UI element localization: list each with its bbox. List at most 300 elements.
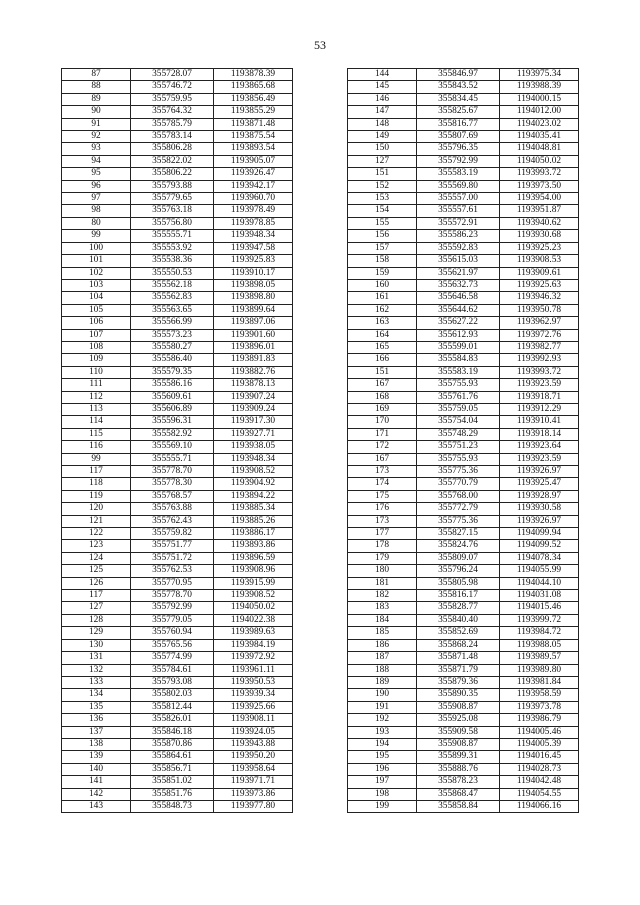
y-coordinate-cell: 1193943.88 bbox=[214, 738, 293, 750]
x-coordinate-cell: 355868.47 bbox=[417, 788, 500, 800]
y-coordinate-cell: 1193958.64 bbox=[214, 763, 293, 775]
point-number-cell: 178 bbox=[348, 540, 417, 552]
table-row bbox=[62, 478, 293, 490]
point-number-cell: 146 bbox=[348, 93, 417, 105]
right-coordinates-table bbox=[347, 68, 579, 813]
x-coordinate-cell: 355775.36 bbox=[417, 466, 500, 478]
table-row bbox=[348, 168, 579, 180]
x-coordinate-cell: 355806.22 bbox=[131, 168, 214, 180]
point-number-cell: 188 bbox=[348, 664, 417, 676]
table-row bbox=[62, 602, 293, 614]
y-coordinate-cell: 1193954.00 bbox=[500, 193, 579, 205]
y-coordinate-cell: 1193908.52 bbox=[214, 590, 293, 602]
y-coordinate-cell: 1194099.94 bbox=[500, 528, 579, 540]
y-coordinate-cell: 1193978.49 bbox=[214, 205, 293, 217]
x-coordinate-cell: 355868.24 bbox=[417, 639, 500, 651]
x-coordinate-cell: 355760.94 bbox=[131, 627, 214, 639]
point-number-cell: 111 bbox=[62, 379, 131, 391]
table-row bbox=[62, 391, 293, 403]
x-coordinate-cell: 355596.31 bbox=[131, 416, 214, 428]
point-number-cell: 127 bbox=[62, 602, 131, 614]
y-coordinate-cell: 1194078.34 bbox=[500, 552, 579, 564]
y-coordinate-cell: 1193938.05 bbox=[214, 441, 293, 453]
point-number-cell: 137 bbox=[62, 726, 131, 738]
x-coordinate-cell: 355871.48 bbox=[417, 652, 500, 664]
table-row bbox=[62, 155, 293, 167]
y-coordinate-cell: 1193950.20 bbox=[214, 751, 293, 763]
table-row bbox=[348, 416, 579, 428]
y-coordinate-cell: 1193910.17 bbox=[214, 267, 293, 279]
point-number-cell: 138 bbox=[62, 738, 131, 750]
point-number-cell: 110 bbox=[62, 366, 131, 378]
table-row bbox=[62, 217, 293, 229]
y-coordinate-cell: 1193865.68 bbox=[214, 81, 293, 93]
point-number-cell: 180 bbox=[348, 565, 417, 577]
x-coordinate-cell: 355756.80 bbox=[131, 217, 214, 229]
y-coordinate-cell: 1193893.86 bbox=[214, 540, 293, 552]
x-coordinate-cell: 355553.92 bbox=[131, 242, 214, 254]
y-coordinate-cell: 1193930.68 bbox=[500, 230, 579, 242]
x-coordinate-cell: 355774.99 bbox=[131, 652, 214, 664]
y-coordinate-cell: 1193989.57 bbox=[500, 652, 579, 664]
x-coordinate-cell: 355807.69 bbox=[417, 131, 500, 143]
point-number-cell: 154 bbox=[348, 205, 417, 217]
point-number-cell: 113 bbox=[62, 403, 131, 415]
x-coordinate-cell: 355555.71 bbox=[131, 230, 214, 242]
table-row bbox=[348, 93, 579, 105]
table-row bbox=[348, 81, 579, 93]
table-row bbox=[348, 503, 579, 515]
y-coordinate-cell: 1193908.52 bbox=[214, 466, 293, 478]
x-coordinate-cell: 355562.83 bbox=[131, 292, 214, 304]
y-coordinate-cell: 1193999.72 bbox=[500, 614, 579, 626]
x-coordinate-cell: 355746.72 bbox=[131, 81, 214, 93]
y-coordinate-cell: 1193939.34 bbox=[214, 689, 293, 701]
point-number-cell: 128 bbox=[62, 614, 131, 626]
x-coordinate-cell: 355779.65 bbox=[131, 193, 214, 205]
table-row bbox=[348, 565, 579, 577]
point-number-cell: 187 bbox=[348, 652, 417, 664]
point-number-cell: 117 bbox=[62, 590, 131, 602]
y-coordinate-cell: 1193912.29 bbox=[500, 403, 579, 415]
y-coordinate-cell: 1194022.38 bbox=[214, 614, 293, 626]
table-row bbox=[348, 515, 579, 527]
point-number-cell: 132 bbox=[62, 664, 131, 676]
point-number-cell: 194 bbox=[348, 738, 417, 750]
point-number-cell: 119 bbox=[62, 490, 131, 502]
y-coordinate-cell: 1193984.19 bbox=[214, 639, 293, 651]
table-row bbox=[348, 441, 579, 453]
y-coordinate-cell: 1193993.72 bbox=[500, 366, 579, 378]
table-row bbox=[348, 788, 579, 800]
y-coordinate-cell: 1193972.92 bbox=[214, 652, 293, 664]
x-coordinate-cell: 355805.98 bbox=[417, 577, 500, 589]
point-number-cell: 115 bbox=[62, 428, 131, 440]
point-number-cell: 131 bbox=[62, 652, 131, 664]
point-number-cell: 167 bbox=[348, 453, 417, 465]
point-number-cell: 170 bbox=[348, 416, 417, 428]
y-coordinate-cell: 1193951.87 bbox=[500, 205, 579, 217]
y-coordinate-cell: 1193908.53 bbox=[500, 255, 579, 267]
table-row bbox=[62, 528, 293, 540]
table-row bbox=[348, 106, 579, 118]
x-coordinate-cell: 355890.35 bbox=[417, 689, 500, 701]
table-row bbox=[348, 714, 579, 726]
x-coordinate-cell: 355770.95 bbox=[131, 577, 214, 589]
x-coordinate-cell: 355566.99 bbox=[131, 317, 214, 329]
y-coordinate-cell: 1193975.34 bbox=[500, 69, 579, 81]
table-row bbox=[348, 639, 579, 651]
table-row bbox=[62, 515, 293, 527]
x-coordinate-cell: 355812.44 bbox=[131, 701, 214, 713]
y-coordinate-cell: 1193901.60 bbox=[214, 329, 293, 341]
y-coordinate-cell: 1193993.72 bbox=[500, 168, 579, 180]
table-row bbox=[348, 751, 579, 763]
x-coordinate-cell: 355793.08 bbox=[131, 676, 214, 688]
table-row bbox=[348, 428, 579, 440]
point-number-cell: 162 bbox=[348, 304, 417, 316]
point-number-cell: 97 bbox=[62, 193, 131, 205]
x-coordinate-cell: 355864.61 bbox=[131, 751, 214, 763]
table-row bbox=[348, 205, 579, 217]
x-coordinate-cell: 355826.01 bbox=[131, 714, 214, 726]
y-coordinate-cell: 1193925.63 bbox=[500, 279, 579, 291]
table-row bbox=[348, 664, 579, 676]
table-row bbox=[62, 193, 293, 205]
x-coordinate-cell: 355763.88 bbox=[131, 503, 214, 515]
x-coordinate-cell: 355779.05 bbox=[131, 614, 214, 626]
x-coordinate-cell: 355909.58 bbox=[417, 726, 500, 738]
y-coordinate-cell: 1193909.61 bbox=[500, 267, 579, 279]
point-number-cell: 190 bbox=[348, 689, 417, 701]
x-coordinate-cell: 355856.71 bbox=[131, 763, 214, 775]
y-coordinate-cell: 1193958.59 bbox=[500, 689, 579, 701]
table-row bbox=[348, 552, 579, 564]
x-coordinate-cell: 355827.15 bbox=[417, 528, 500, 540]
y-coordinate-cell: 1193923.59 bbox=[500, 453, 579, 465]
x-coordinate-cell: 355809.07 bbox=[417, 552, 500, 564]
point-number-cell: 168 bbox=[348, 391, 417, 403]
point-number-cell: 140 bbox=[62, 763, 131, 775]
table-row bbox=[62, 714, 293, 726]
y-coordinate-cell: 1193971.71 bbox=[214, 776, 293, 788]
y-coordinate-cell: 1193950.78 bbox=[500, 304, 579, 316]
point-number-cell: 114 bbox=[62, 416, 131, 428]
x-coordinate-cell: 355852.69 bbox=[417, 627, 500, 639]
x-coordinate-cell: 355768.00 bbox=[417, 490, 500, 502]
table-row bbox=[348, 193, 579, 205]
x-coordinate-cell: 355765.56 bbox=[131, 639, 214, 651]
table-row bbox=[62, 466, 293, 478]
table-row bbox=[348, 242, 579, 254]
y-coordinate-cell: 1193882.76 bbox=[214, 366, 293, 378]
point-number-cell: 195 bbox=[348, 751, 417, 763]
x-coordinate-cell: 355816.17 bbox=[417, 590, 500, 602]
point-number-cell: 153 bbox=[348, 193, 417, 205]
y-coordinate-cell: 1193918.14 bbox=[500, 428, 579, 440]
y-coordinate-cell: 1193898.05 bbox=[214, 279, 293, 291]
table-row bbox=[62, 552, 293, 564]
point-number-cell: 80 bbox=[62, 217, 131, 229]
y-coordinate-cell: 1193897.06 bbox=[214, 317, 293, 329]
point-number-cell: 96 bbox=[62, 180, 131, 192]
table-row bbox=[348, 590, 579, 602]
y-coordinate-cell: 1193904.92 bbox=[214, 478, 293, 490]
point-number-cell: 151 bbox=[348, 366, 417, 378]
y-coordinate-cell: 1194050.02 bbox=[214, 602, 293, 614]
point-number-cell: 179 bbox=[348, 552, 417, 564]
point-number-cell: 149 bbox=[348, 131, 417, 143]
x-coordinate-cell: 355762.53 bbox=[131, 565, 214, 577]
point-number-cell: 147 bbox=[348, 106, 417, 118]
y-coordinate-cell: 1193918.71 bbox=[500, 391, 579, 403]
point-number-cell: 164 bbox=[348, 329, 417, 341]
y-coordinate-cell: 1194023.02 bbox=[500, 118, 579, 130]
x-coordinate-cell: 355562.18 bbox=[131, 279, 214, 291]
y-coordinate-cell: 1193988.39 bbox=[500, 81, 579, 93]
table-row bbox=[348, 627, 579, 639]
y-coordinate-cell: 1194005.46 bbox=[500, 726, 579, 738]
table-row bbox=[348, 279, 579, 291]
y-coordinate-cell: 1193927.71 bbox=[214, 428, 293, 440]
point-number-cell: 142 bbox=[62, 788, 131, 800]
y-coordinate-cell: 1193891.83 bbox=[214, 354, 293, 366]
y-coordinate-cell: 1194031.08 bbox=[500, 590, 579, 602]
point-number-cell: 167 bbox=[348, 379, 417, 391]
point-number-cell: 91 bbox=[62, 118, 131, 130]
y-coordinate-cell: 1193984.72 bbox=[500, 627, 579, 639]
table-row bbox=[62, 664, 293, 676]
table-row bbox=[348, 800, 579, 812]
x-coordinate-cell: 355748.29 bbox=[417, 428, 500, 440]
table-row bbox=[348, 478, 579, 490]
y-coordinate-cell: 1193899.64 bbox=[214, 304, 293, 316]
table-row bbox=[62, 292, 293, 304]
table-row bbox=[348, 391, 579, 403]
x-coordinate-cell: 355796.35 bbox=[417, 143, 500, 155]
point-number-cell: 107 bbox=[62, 329, 131, 341]
table-row bbox=[62, 639, 293, 651]
table-row bbox=[62, 317, 293, 329]
y-coordinate-cell: 1193925.83 bbox=[214, 255, 293, 267]
x-coordinate-cell: 355557.61 bbox=[417, 205, 500, 217]
point-number-cell: 152 bbox=[348, 180, 417, 192]
point-number-cell: 104 bbox=[62, 292, 131, 304]
y-coordinate-cell: 1193878.13 bbox=[214, 379, 293, 391]
x-coordinate-cell: 355806.28 bbox=[131, 143, 214, 155]
y-coordinate-cell: 1193871.48 bbox=[214, 118, 293, 130]
point-number-cell: 89 bbox=[62, 93, 131, 105]
table-row bbox=[62, 366, 293, 378]
x-coordinate-cell: 355582.92 bbox=[131, 428, 214, 440]
point-number-cell: 101 bbox=[62, 255, 131, 267]
x-coordinate-cell: 355557.00 bbox=[417, 193, 500, 205]
point-number-cell: 103 bbox=[62, 279, 131, 291]
table-row bbox=[348, 689, 579, 701]
point-number-cell: 99 bbox=[62, 230, 131, 242]
y-coordinate-cell: 1193886.17 bbox=[214, 528, 293, 540]
point-number-cell: 196 bbox=[348, 763, 417, 775]
x-coordinate-cell: 355538.36 bbox=[131, 255, 214, 267]
x-coordinate-cell: 355761.76 bbox=[417, 391, 500, 403]
point-number-cell: 94 bbox=[62, 155, 131, 167]
x-coordinate-cell: 355870.86 bbox=[131, 738, 214, 750]
x-coordinate-cell: 355834.45 bbox=[417, 93, 500, 105]
y-coordinate-cell: 1193924.05 bbox=[214, 726, 293, 738]
table-row bbox=[62, 689, 293, 701]
x-coordinate-cell: 355778.30 bbox=[131, 478, 214, 490]
table-row bbox=[62, 93, 293, 105]
x-coordinate-cell: 355573.23 bbox=[131, 329, 214, 341]
table-row bbox=[348, 131, 579, 143]
y-coordinate-cell: 1193948.34 bbox=[214, 230, 293, 242]
x-coordinate-cell: 355778.70 bbox=[131, 466, 214, 478]
x-coordinate-cell: 355825.67 bbox=[417, 106, 500, 118]
table-row bbox=[348, 143, 579, 155]
x-coordinate-cell: 355563.65 bbox=[131, 304, 214, 316]
x-coordinate-cell: 355584.83 bbox=[417, 354, 500, 366]
point-number-cell: 136 bbox=[62, 714, 131, 726]
table-row bbox=[348, 490, 579, 502]
table-row bbox=[62, 701, 293, 713]
table-row bbox=[348, 528, 579, 540]
table-row bbox=[348, 317, 579, 329]
point-number-cell: 193 bbox=[348, 726, 417, 738]
point-number-cell: 161 bbox=[348, 292, 417, 304]
x-coordinate-cell: 355778.70 bbox=[131, 590, 214, 602]
y-coordinate-cell: 1193894.22 bbox=[214, 490, 293, 502]
table-row bbox=[62, 267, 293, 279]
table-row bbox=[62, 627, 293, 639]
x-coordinate-cell: 355851.02 bbox=[131, 776, 214, 788]
table-row bbox=[62, 751, 293, 763]
table-row bbox=[62, 590, 293, 602]
x-coordinate-cell: 355609.61 bbox=[131, 391, 214, 403]
point-number-cell: 95 bbox=[62, 168, 131, 180]
point-number-cell: 192 bbox=[348, 714, 417, 726]
y-coordinate-cell: 1193885.34 bbox=[214, 503, 293, 515]
x-coordinate-cell: 355621.97 bbox=[417, 267, 500, 279]
table-row bbox=[62, 168, 293, 180]
x-coordinate-cell: 355770.79 bbox=[417, 478, 500, 490]
x-coordinate-cell: 355751.72 bbox=[131, 552, 214, 564]
y-coordinate-cell: 1193917.30 bbox=[214, 416, 293, 428]
point-number-cell: 99 bbox=[62, 453, 131, 465]
table-row bbox=[62, 577, 293, 589]
table-row bbox=[348, 180, 579, 192]
table-row bbox=[62, 763, 293, 775]
point-number-cell: 156 bbox=[348, 230, 417, 242]
y-coordinate-cell: 1193962.97 bbox=[500, 317, 579, 329]
y-coordinate-cell: 1193942.17 bbox=[214, 180, 293, 192]
point-number-cell: 177 bbox=[348, 528, 417, 540]
x-coordinate-cell: 355754.04 bbox=[417, 416, 500, 428]
y-coordinate-cell: 1193973.86 bbox=[214, 788, 293, 800]
table-row bbox=[62, 503, 293, 515]
y-coordinate-cell: 1193989.80 bbox=[500, 664, 579, 676]
table-row bbox=[348, 602, 579, 614]
y-coordinate-cell: 1193982.77 bbox=[500, 341, 579, 353]
table-row bbox=[62, 441, 293, 453]
x-coordinate-cell: 355796.24 bbox=[417, 565, 500, 577]
point-number-cell: 160 bbox=[348, 279, 417, 291]
y-coordinate-cell: 1193875.54 bbox=[214, 131, 293, 143]
y-coordinate-cell: 1193856.49 bbox=[214, 93, 293, 105]
x-coordinate-cell: 355644.62 bbox=[417, 304, 500, 316]
point-number-cell: 189 bbox=[348, 676, 417, 688]
left-coordinates-table bbox=[61, 68, 293, 813]
point-number-cell: 159 bbox=[348, 267, 417, 279]
table-row bbox=[62, 131, 293, 143]
table-row bbox=[348, 155, 579, 167]
x-coordinate-cell: 355759.95 bbox=[131, 93, 214, 105]
y-coordinate-cell: 1194035.41 bbox=[500, 131, 579, 143]
y-coordinate-cell: 1193905.07 bbox=[214, 155, 293, 167]
x-coordinate-cell: 355772.79 bbox=[417, 503, 500, 515]
table-row bbox=[348, 726, 579, 738]
table-row bbox=[62, 230, 293, 242]
point-number-cell: 134 bbox=[62, 689, 131, 701]
table-row bbox=[62, 106, 293, 118]
x-coordinate-cell: 355592.83 bbox=[417, 242, 500, 254]
y-coordinate-cell: 1193908.11 bbox=[214, 714, 293, 726]
x-coordinate-cell: 355878.23 bbox=[417, 776, 500, 788]
y-coordinate-cell: 1193986.79 bbox=[500, 714, 579, 726]
point-number-cell: 148 bbox=[348, 118, 417, 130]
x-coordinate-cell: 355751.23 bbox=[417, 441, 500, 453]
table-row bbox=[348, 403, 579, 415]
y-coordinate-cell: 1194042.48 bbox=[500, 776, 579, 788]
table-row bbox=[348, 466, 579, 478]
point-number-cell: 155 bbox=[348, 217, 417, 229]
point-number-cell: 117 bbox=[62, 466, 131, 478]
table-row bbox=[348, 738, 579, 750]
left-table-body bbox=[62, 69, 293, 813]
table-row bbox=[348, 304, 579, 316]
table-row bbox=[62, 143, 293, 155]
x-coordinate-cell: 355925.08 bbox=[417, 714, 500, 726]
x-coordinate-cell: 355728.07 bbox=[131, 69, 214, 81]
table-row bbox=[62, 428, 293, 440]
x-coordinate-cell: 355888.76 bbox=[417, 763, 500, 775]
point-number-cell: 191 bbox=[348, 701, 417, 713]
y-coordinate-cell: 1193893.54 bbox=[214, 143, 293, 155]
y-coordinate-cell: 1193926.97 bbox=[500, 515, 579, 527]
table-row bbox=[348, 577, 579, 589]
x-coordinate-cell: 355550.53 bbox=[131, 267, 214, 279]
table-row bbox=[62, 329, 293, 341]
point-number-cell: 158 bbox=[348, 255, 417, 267]
x-coordinate-cell: 355851.76 bbox=[131, 788, 214, 800]
table-row bbox=[62, 490, 293, 502]
x-coordinate-cell: 355569.10 bbox=[131, 441, 214, 453]
y-coordinate-cell: 1193925.66 bbox=[214, 701, 293, 713]
x-coordinate-cell: 355858.84 bbox=[417, 800, 500, 812]
x-coordinate-cell: 355759.82 bbox=[131, 528, 214, 540]
point-number-cell: 144 bbox=[348, 69, 417, 81]
point-number-cell: 157 bbox=[348, 242, 417, 254]
y-coordinate-cell: 1193909.24 bbox=[214, 403, 293, 415]
point-number-cell: 118 bbox=[62, 478, 131, 490]
x-coordinate-cell: 355793.88 bbox=[131, 180, 214, 192]
table-row bbox=[62, 726, 293, 738]
y-coordinate-cell: 1193947.58 bbox=[214, 242, 293, 254]
table-row bbox=[348, 453, 579, 465]
y-coordinate-cell: 1193915.99 bbox=[214, 577, 293, 589]
table-row bbox=[348, 217, 579, 229]
x-coordinate-cell: 355764.32 bbox=[131, 106, 214, 118]
point-number-cell: 125 bbox=[62, 565, 131, 577]
